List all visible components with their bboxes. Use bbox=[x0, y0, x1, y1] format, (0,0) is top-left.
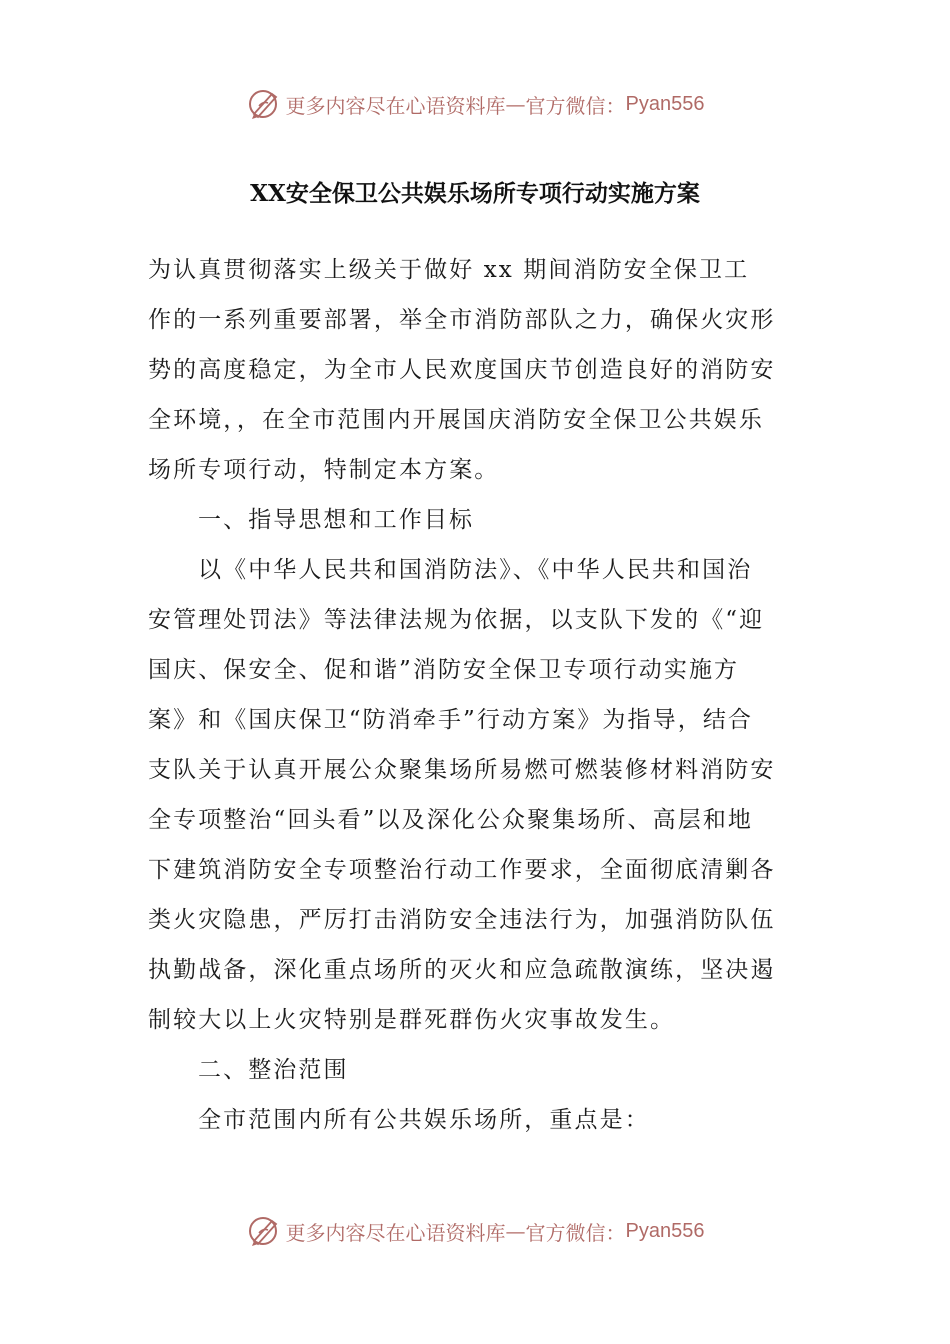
document-title: XX安全保卫公共娱乐场所专项行动实施方案 bbox=[250, 180, 700, 207]
pen-on-page-logo-icon bbox=[246, 86, 282, 122]
body-line: 国庆、保安全、促和谐”消防安全保卫专项行动实施方 bbox=[148, 657, 740, 683]
watermark-brand: 更多内容尽在心语资料库 bbox=[285, 1220, 506, 1245]
watermark-brand: 更多内容尽在心语资料库 bbox=[285, 93, 506, 118]
body-line: 支队关于认真开展公众聚集场所易燃可燃装修材料消防安 bbox=[148, 757, 776, 783]
body-line: 全市范围内所有公共娱乐场所，重点是： bbox=[198, 1107, 650, 1133]
body-line: 势的高度稳定，为全市人民欢度国庆节创造良好的消防安 bbox=[148, 357, 776, 383]
pen-on-page-logo-icon bbox=[246, 1213, 282, 1249]
body-line: 类火灾隐患，严厉打击消防安全违法行为，加强消防队伍 bbox=[148, 907, 776, 933]
watermark-dash: — bbox=[505, 92, 526, 116]
body-line: 全专项整治“回头看”以及深化公众聚集场所、高层和地 bbox=[148, 807, 754, 833]
body-line: 场所专项行动，特制定本方案。 bbox=[148, 457, 500, 483]
body-line: 全环境，，在全市范围内开展国庆消防安全保卫公共娱乐 bbox=[148, 407, 764, 433]
body-line: 为认真贯彻落实上级关于做好 xx 期间消防安全保卫工 bbox=[148, 257, 750, 283]
watermark-handle: Pyan556 bbox=[625, 92, 705, 115]
section-heading-1: 一、指导思想和工作目标 bbox=[198, 507, 475, 533]
body-line: 下建筑消防安全专项整治行动工作要求，全面彻底清剿各 bbox=[148, 857, 776, 883]
watermark-dash: — bbox=[505, 1219, 526, 1243]
watermark-label: 官方微信： bbox=[525, 93, 626, 118]
watermark-handle: Pyan556 bbox=[625, 1219, 705, 1242]
body-line: 制较大以上火灾特别是群死群伤火灾事故发生。 bbox=[148, 1007, 676, 1033]
body-line: 以《中华人民共和国消防法》、《中华人民共和国治 bbox=[198, 557, 753, 583]
section-heading-2: 二、整治范围 bbox=[198, 1057, 349, 1083]
body-line: 执勤战备，深化重点场所的灭火和应急疏散演练，坚决遏 bbox=[148, 957, 776, 983]
body-line: 案》和《国庆保卫“防消牵手”行动方案》为指导，结合 bbox=[148, 707, 754, 733]
watermark-footer bbox=[0, 1211, 950, 1251]
watermark-header bbox=[0, 84, 950, 124]
watermark-label: 官方微信： bbox=[525, 1220, 626, 1245]
body-line: 安管理处罚法》等法律法规为依据，以支队下发的《“迎 bbox=[148, 607, 765, 633]
body-line: 作的一系列重要部署，举全市消防部队之力，确保火灾形 bbox=[148, 307, 776, 333]
